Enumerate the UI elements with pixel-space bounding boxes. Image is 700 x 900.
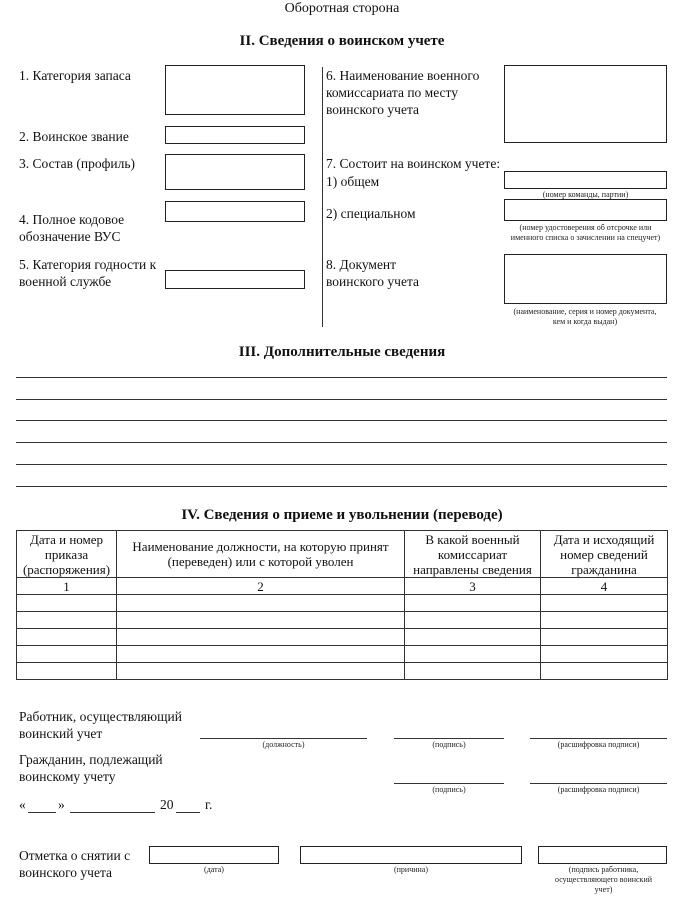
employee-label: Работник, осуществляющий воинский учет [19,709,182,741]
date-year-suffix: г. [205,797,213,812]
field-7-2-label: 2) специальном [326,206,416,221]
field-3-box[interactable] [165,154,305,190]
field-4-box[interactable] [165,201,305,222]
table-cell[interactable] [541,612,668,629]
additional-info-line[interactable] [16,399,667,400]
removal-date-box[interactable] [149,846,279,864]
date-close-quote: » [58,797,65,812]
table-header-cell: Наименование должности, на которую принят (переведен) или с которой уволен [117,531,405,578]
table-cell[interactable] [17,629,117,646]
table-row [17,646,668,663]
table-cell[interactable] [541,629,668,646]
additional-info-line[interactable] [16,442,667,443]
table-cell[interactable] [17,612,117,629]
citizen-decoding-line[interactable] [530,783,667,784]
field-1-label: 1. Категория запаса [19,68,131,83]
table-cell[interactable] [405,612,541,629]
field-3-label: 3. Состав (профиль) [19,156,135,171]
field-2-box[interactable] [165,126,305,144]
field-2-label: 2. Воинское звание [19,129,129,144]
table-header-cell: В какой военный комиссариат направлены сведения [405,531,541,578]
table-row [17,612,668,629]
table-cell[interactable] [405,595,541,612]
additional-info-line[interactable] [16,464,667,465]
table-cell[interactable] [405,646,541,663]
table-header-cell: Дата и номер приказа (распоряжения) [17,531,117,578]
field-8-label: 8. Документ воинского учета [326,257,420,289]
removal-date-caption: (дата) [204,865,224,874]
column-number: 4 [541,578,668,595]
citizen-signature-line[interactable] [394,783,504,784]
section-2-divider [322,67,323,327]
date-year-line[interactable] [176,812,200,813]
table-header-cell: Дата и исходящий номер сведений гражданина [541,531,668,578]
field-7-2-caption: (номер удостоверения об отсрочке или именного списка о зачислении на спецучет) [510,223,661,242]
table-cell[interactable] [117,612,405,629]
removal-reason-box[interactable] [300,846,522,864]
date-open-quote: « [19,797,26,812]
table-cell[interactable] [17,663,117,680]
table-number-row [17,578,668,595]
table-cell[interactable] [117,629,405,646]
date-day-line[interactable] [28,812,56,813]
table-cell[interactable] [117,663,405,680]
field-7-1-label: 1) общем [326,174,380,189]
table-row [17,595,668,612]
field-6-label: 6. Наименование военного комиссариата по месту воинского учета [326,68,480,117]
removal-reason-caption: (причина) [393,865,429,874]
field-7-1-box[interactable] [504,171,667,189]
citizen-label: Гражданин, подлежащий воинскому учету [19,752,163,784]
employee-position-caption: (должность) [262,740,305,749]
field-7-1-caption: (номер команды, партии) [542,190,629,199]
page-title: Оборотная сторона [284,1,400,16]
table-cell[interactable] [117,646,405,663]
removal-signer-caption: (подпись работника, осуществляющего воинский учет) [555,865,652,894]
field-1-box[interactable] [165,65,305,115]
table-cell[interactable] [405,629,541,646]
section-4-title: IV. Сведения о приеме и увольнении (переводе) [181,507,503,523]
field-5-label: 5. Категория годности к военной службе [19,257,157,289]
table-cell[interactable] [541,595,668,612]
date-year-prefix: 20 [160,797,174,812]
field-7-label: 7. Состоит на воинском учете: [326,156,501,171]
additional-info-line[interactable] [16,486,667,487]
table-row [17,663,668,680]
employee-signature-line[interactable] [394,738,504,739]
table-header-row [17,531,668,578]
employee-signature-caption: (подпись) [432,740,466,749]
employee-decoding-caption: (расшифровка подписи) [557,740,640,749]
field-7-2-box[interactable] [504,199,667,221]
employee-position-line[interactable] [200,738,367,739]
removal-label: Отметка о снятии с воинского учета [19,848,131,880]
citizen-signature-caption: (подпись) [432,785,466,794]
removal-signer-box[interactable] [538,846,667,864]
section-3-title: III. Дополнительные сведения [238,344,446,360]
column-number: 1 [17,578,117,595]
table-cell[interactable] [541,663,668,680]
field-8-caption: (наименование, серия и номер документа, кем и когда выдан) [513,307,657,326]
field-5-box[interactable] [165,270,305,289]
additional-info-line[interactable] [16,377,667,378]
field-4-label: 4. Полное кодовое обозначение ВУС [19,212,125,244]
section-2-title: II. Сведения о воинском учете [239,33,445,49]
citizen-decoding-caption: (расшифровка подписи) [557,785,640,794]
field-6-box[interactable] [504,65,667,143]
table-cell[interactable] [117,595,405,612]
table-cell[interactable] [17,595,117,612]
field-8-box[interactable] [504,254,667,304]
employee-decoding-line[interactable] [530,738,667,739]
employment-table [16,530,668,680]
table-cell[interactable] [405,663,541,680]
date-month-line[interactable] [70,812,155,813]
column-number: 2 [117,578,405,595]
table-cell[interactable] [541,646,668,663]
table-cell[interactable] [17,646,117,663]
column-number: 3 [405,578,541,595]
table-row [17,629,668,646]
additional-info-line[interactable] [16,420,667,421]
